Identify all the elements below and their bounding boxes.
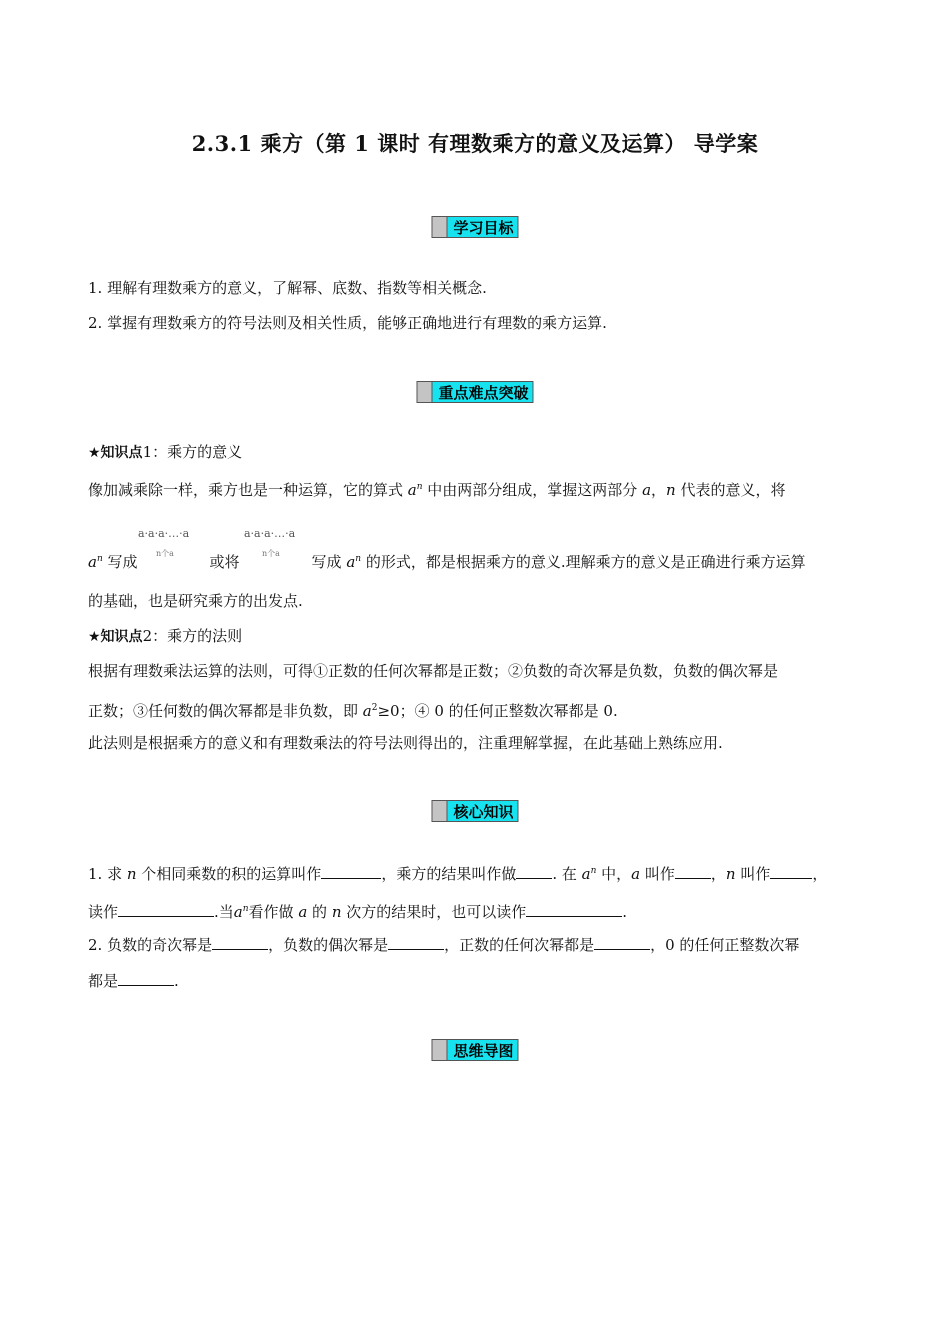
text: 写成 xyxy=(311,553,347,571)
section-header-key-points xyxy=(0,381,950,407)
section-marker xyxy=(416,381,431,403)
var-n: n xyxy=(725,865,736,883)
var-n: n xyxy=(666,481,676,499)
text: ， xyxy=(710,865,726,883)
text: 读作 xyxy=(88,903,119,921)
section-label: 重点难点突破 xyxy=(431,381,533,403)
text: 中， xyxy=(596,865,632,883)
kp1-line: 的基础，也是研究乘方的出发点. xyxy=(88,592,303,610)
answer-blank[interactable] xyxy=(594,934,650,950)
text: 像加减乘除一样，乘方也是一种运算，它的算式 xyxy=(88,481,408,499)
var-a: a xyxy=(642,481,652,499)
text: ，正数的任何次幂都是 xyxy=(444,936,595,954)
var-a: a xyxy=(362,702,372,720)
answer-blank[interactable] xyxy=(118,901,214,917)
text: ，0 的任何正整数次幂 xyxy=(650,936,800,954)
var-a: a xyxy=(88,553,97,571)
text: . xyxy=(622,903,628,921)
var-a: a xyxy=(631,865,641,883)
answer-blank[interactable] xyxy=(770,863,812,879)
expansion-top: a·a·a·…·a xyxy=(244,527,296,540)
text: 1. 求 xyxy=(88,865,127,883)
section-label: 学习目标 xyxy=(446,216,518,238)
text: 都是 xyxy=(88,972,119,990)
section-label: 思维导图 xyxy=(446,1039,518,1061)
text: ， xyxy=(651,481,667,499)
var-n: n xyxy=(590,866,597,876)
var-a: a xyxy=(298,903,308,921)
kp1-line xyxy=(88,476,863,501)
kp-label: ★知识点 xyxy=(88,445,143,461)
kp2-line xyxy=(88,697,863,722)
var-a: a xyxy=(407,481,417,499)
var-n: n xyxy=(126,865,137,883)
section-label: 核心知识 xyxy=(446,800,518,822)
text: 正数；③任何数的偶次幂都是非负数，即 xyxy=(88,702,363,720)
text: ， xyxy=(812,865,828,883)
kp1-line xyxy=(88,548,863,573)
kp2-line: 根据有理数乘法运算的法则，可得①正数的任何次幂都是正数；②负数的奇次幂是负数，负数的偶次幂是 xyxy=(88,662,779,680)
text: ≥0；④ 0 的任何正整数次幂都是 0. xyxy=(377,702,618,720)
text: . xyxy=(174,972,179,990)
exponent: 2 xyxy=(371,703,378,713)
answer-blank[interactable] xyxy=(212,934,268,950)
section-marker xyxy=(431,216,446,238)
section-header-core xyxy=(0,800,950,826)
answer-blank[interactable] xyxy=(118,970,174,986)
core-q2-line2 xyxy=(88,970,863,992)
section-header-mindmap xyxy=(0,1039,950,1065)
text: 中由两部分组成，掌握这两部分 xyxy=(422,481,643,499)
expansion-bottom: n个a xyxy=(262,549,280,558)
answer-blank[interactable] xyxy=(321,863,381,879)
text: ，乘方的结果叫作做 xyxy=(381,865,517,883)
section-marker xyxy=(431,800,446,822)
goal-item: 1. 理解有理数乘方的意义，了解幂、底数、指数等相关概念. xyxy=(88,279,487,297)
var-a: a xyxy=(346,553,356,571)
answer-blank[interactable] xyxy=(526,901,622,917)
core-q1-line1 xyxy=(88,860,863,885)
var-a: a xyxy=(233,903,243,921)
knowledge-point-2-heading xyxy=(88,625,863,648)
answer-blank[interactable] xyxy=(516,863,552,879)
text: 次方的结果时，也可以读作 xyxy=(341,903,527,921)
section-marker xyxy=(431,1039,446,1061)
text: 的形式，都是根据乘方的意义.理解乘方的意义是正确进行乘方运算 xyxy=(361,553,806,571)
var-n: n xyxy=(242,904,249,914)
page-title: 2.3.1 乘方（第 1 课时 有理数乘方的意义及运算） 导学案 xyxy=(191,131,759,156)
text: 代表的意义，将 xyxy=(675,481,786,499)
knowledge-point-1-heading xyxy=(88,441,863,464)
text: . 在 xyxy=(552,865,582,883)
section-header-goals xyxy=(0,216,950,242)
var-n: n xyxy=(355,554,362,564)
expansion-bottom: n个a xyxy=(156,549,174,558)
expansion-top: a·a·a·…·a xyxy=(138,527,190,540)
core-q2-line1 xyxy=(88,934,863,956)
text: 个相同乘数的积的运算叫作 xyxy=(136,865,322,883)
text: 的 xyxy=(307,903,332,921)
text: 2. 负数的奇次幂是 xyxy=(88,936,213,954)
kp-label: ★知识点 xyxy=(88,629,143,645)
var-n: n xyxy=(96,554,103,564)
core-q1-line2 xyxy=(88,898,863,923)
var-a: a xyxy=(581,865,591,883)
text: ，负数的偶次幂是 xyxy=(268,936,389,954)
text: 叫作 xyxy=(640,865,675,883)
var-n: n xyxy=(416,482,423,492)
answer-blank[interactable] xyxy=(675,863,711,879)
text: 看作做 xyxy=(248,903,299,921)
text: .当 xyxy=(214,903,234,921)
text: 叫作 xyxy=(735,865,771,883)
answer-blank[interactable] xyxy=(388,934,444,950)
kp-title: 2：乘方的法则 xyxy=(142,627,243,645)
goal-item: 2. 掌握有理数乘方的符号法则及相关性质，能够正确地进行有理数的乘方运算. xyxy=(88,314,607,332)
kp2-line: 此法则是根据乘方的意义和有理数乘法的符号法则得出的，注重理解掌握，在此基础上熟练应用. xyxy=(88,734,723,752)
text: 或将 xyxy=(209,553,240,571)
text: 写成 xyxy=(102,553,138,571)
kp-title: 1：乘方的意义 xyxy=(142,443,243,461)
var-n: n xyxy=(331,903,342,921)
